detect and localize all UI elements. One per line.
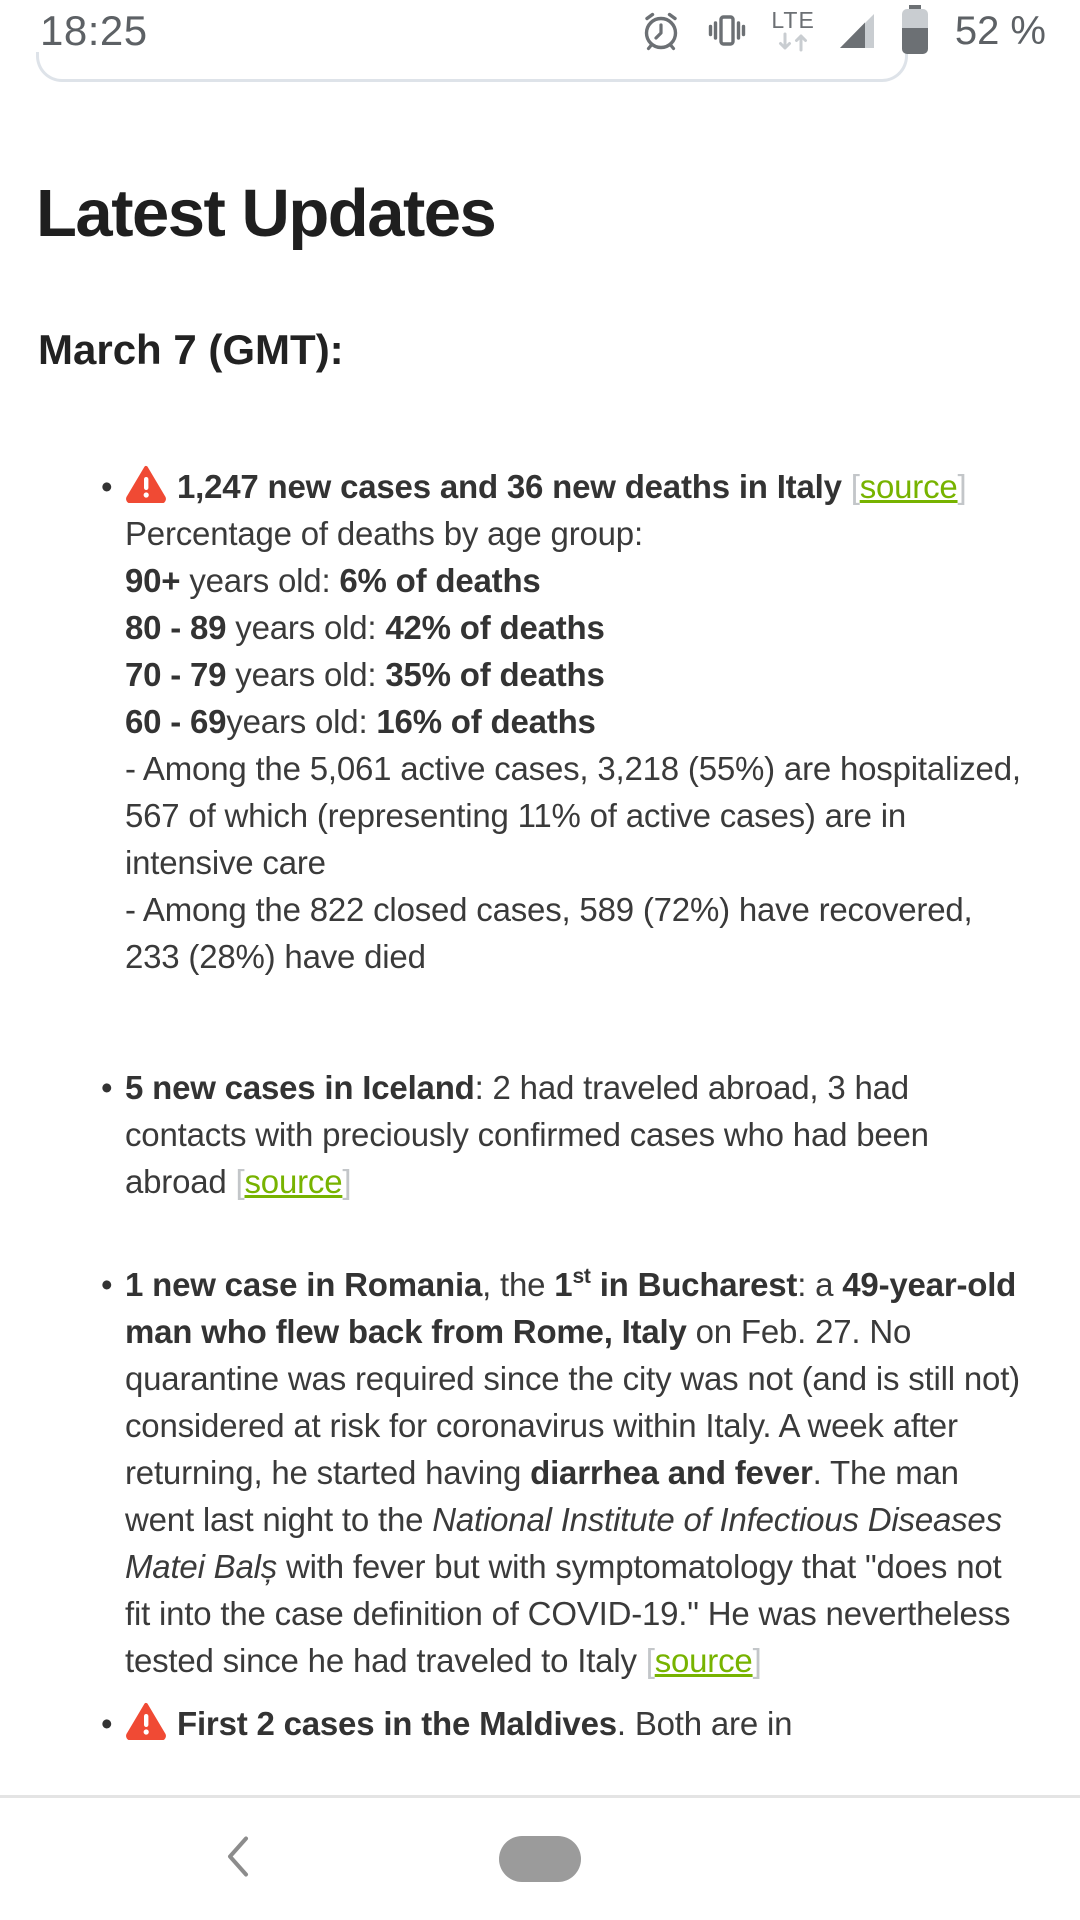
bold-text: 42% of deaths bbox=[385, 609, 605, 646]
warning-icon bbox=[125, 1702, 167, 1740]
bracket: [ bbox=[645, 1642, 655, 1679]
signal-strength-icon bbox=[837, 11, 877, 51]
text-run: with fever but with symptomatology that "does not fit into the case definition of COVID-19." He was nevertheless tested since he had traveled to Italy bbox=[125, 1548, 1011, 1679]
bold-text: 60 - 69 bbox=[125, 703, 227, 740]
bold-text: 16% of deaths bbox=[376, 703, 596, 740]
bold-text: 49-year-old man who flew back from Rome, Italy bbox=[125, 1266, 1017, 1350]
battery-percent: 52 % bbox=[954, 8, 1046, 53]
source-link[interactable]: source bbox=[244, 1163, 343, 1200]
bracket: ] bbox=[957, 468, 967, 505]
text-run: : a bbox=[797, 1266, 843, 1303]
update-item bbox=[125, 1700, 1030, 1747]
text-run: , the bbox=[482, 1266, 555, 1303]
bold-text: 1,247 new cases and 36 new deaths in Italy bbox=[177, 468, 842, 505]
text-run: Percentage of deaths by age group: bbox=[125, 515, 643, 552]
gesture-nav-bar bbox=[0, 1795, 1080, 1920]
update-item bbox=[125, 463, 1030, 980]
bold-text: 90+ bbox=[125, 562, 181, 599]
source-link-wrap bbox=[646, 1642, 762, 1679]
bold-text: 5 new cases in Iceland bbox=[125, 1069, 475, 1106]
bold-text: First 2 cases in the Maldives bbox=[177, 1705, 617, 1742]
text-run: on Feb. 27. No quarantine was required since the city was not (and is still not) considered at risk for coronavirus within Italy. A week after returning, he started having bbox=[125, 1313, 1020, 1491]
text-run: - Among the 5,061 active cases, 3,218 (55%) are hospitalized, 567 of which (representing 11% of active cases) are in intensive care bbox=[125, 750, 1021, 881]
lte-label: LTE bbox=[771, 6, 815, 33]
text-run: years old: bbox=[226, 703, 377, 740]
battery-icon bbox=[899, 5, 931, 57]
lte-network-icon bbox=[771, 6, 815, 54]
status-icons bbox=[639, 5, 1046, 57]
text-run: years old: bbox=[226, 609, 386, 646]
clock-time: 18:25 bbox=[40, 7, 148, 54]
bold-text: 35% of deaths bbox=[385, 656, 605, 693]
text-run: - Among the 822 closed cases, 589 (72%) have recovered, 233 (28%) have died bbox=[125, 891, 973, 975]
bracket: [ bbox=[850, 468, 860, 505]
text-run: . The man went last night to the bbox=[125, 1454, 959, 1538]
alarm-icon bbox=[639, 9, 683, 53]
bracket: ] bbox=[752, 1642, 762, 1679]
text-run: years old: bbox=[226, 656, 386, 693]
source-link-wrap bbox=[851, 468, 967, 505]
bold-text: 1 new case in Romania bbox=[125, 1266, 483, 1303]
text-run: : 2 had traveled abroad, 3 had contacts with preciously confirmed cases who had been abroad bbox=[125, 1069, 929, 1200]
warning-icon bbox=[125, 465, 167, 503]
bold-text: diarrhea and fever bbox=[530, 1454, 813, 1491]
text-run: years old: bbox=[180, 562, 340, 599]
bracket: [ bbox=[235, 1163, 245, 1200]
home-pill-button[interactable] bbox=[499, 1836, 581, 1882]
bracket: ] bbox=[342, 1163, 352, 1200]
section-heading: March 7 (GMT): bbox=[38, 326, 344, 373]
text-run bbox=[842, 468, 851, 505]
vibrate-icon bbox=[705, 9, 749, 53]
italic-text: National Institute of Infectious Diseases Matei Balș bbox=[125, 1501, 1002, 1585]
source-link[interactable]: source bbox=[654, 1642, 753, 1679]
back-button[interactable] bbox=[222, 1835, 252, 1884]
source-link-wrap bbox=[236, 1163, 352, 1200]
updates-list bbox=[0, 463, 1080, 1747]
source-link[interactable]: source bbox=[859, 468, 958, 505]
bold-text: in Bucharest bbox=[590, 1266, 798, 1303]
bold-text: 80 - 89 bbox=[125, 609, 227, 646]
page-title: Latest Updates bbox=[36, 176, 496, 251]
bold-text: 70 - 79 bbox=[125, 656, 227, 693]
bold-text: st bbox=[572, 1265, 591, 1288]
bold-text: 6% of deaths bbox=[339, 562, 541, 599]
bold-text: 1 bbox=[554, 1266, 573, 1303]
update-item bbox=[125, 1064, 1030, 1205]
update-item bbox=[125, 1261, 1030, 1684]
status-bar bbox=[0, 0, 1080, 52]
text-run: . Both are in bbox=[616, 1705, 793, 1742]
